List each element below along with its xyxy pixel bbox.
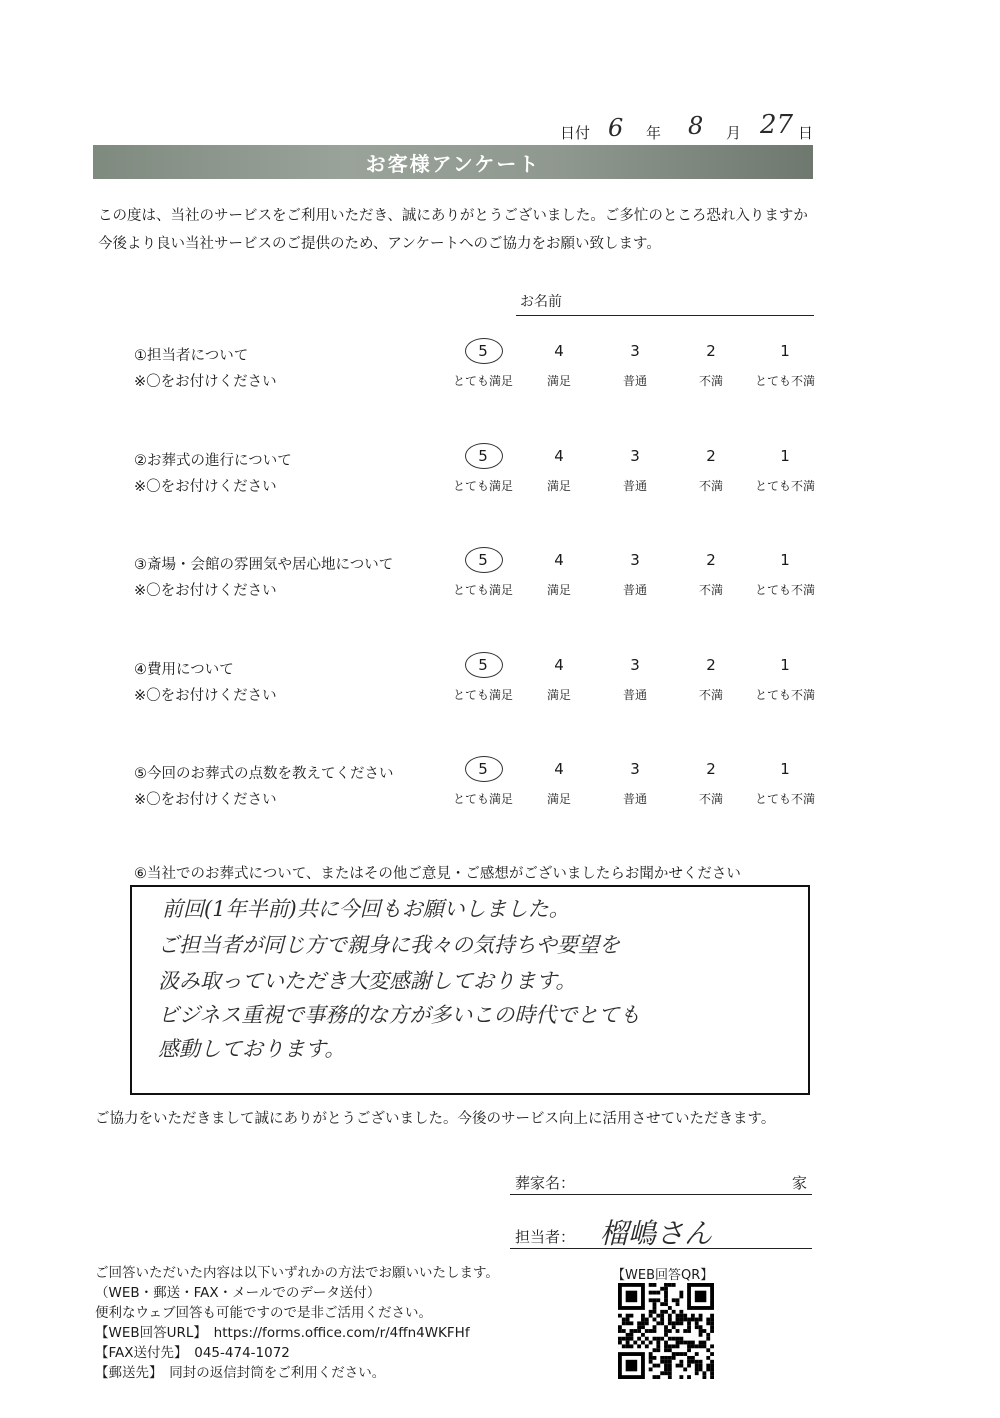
rating-option-2[interactable]: 2 xyxy=(706,446,716,465)
intro-line-1: この度は、当社のサービスをご利用いただき、誠にありがとうございました。ご多忙のところ恐れ入りますか xyxy=(98,208,808,224)
rating-label: とても満足 xyxy=(452,374,513,388)
footer-web-url[interactable]: 【WEB回答URL】 https://forms.office.com/r/4ffn4WKFHf xyxy=(95,1325,470,1341)
rating-option-1[interactable]: 1 xyxy=(780,446,790,465)
date-day-value: 27 xyxy=(760,110,794,140)
rating-option-4[interactable]: 4 xyxy=(554,342,564,360)
rating-label: 不満 xyxy=(698,478,723,493)
staff-label: 担当者： xyxy=(515,1228,576,1246)
rating-label: 満足 xyxy=(546,374,571,388)
date-month-value: 8 xyxy=(688,112,704,140)
rating-label: 不満 xyxy=(698,792,723,806)
question-note: ※〇をお付けください xyxy=(134,374,277,390)
footer-line-1: ご回答いただいた内容は以下いずれかの方法でお願いいたします。 xyxy=(95,1265,499,1281)
selected-rating-circle xyxy=(465,547,503,573)
comment-line-1: 前回(1年半前)共に今回もお願いしました。 xyxy=(162,897,570,921)
question-label: ①担当者について xyxy=(134,348,249,364)
rating-label: 普通 xyxy=(622,374,647,388)
rating-option-4[interactable]: 4 xyxy=(554,655,564,674)
rating-option-4[interactable]: 4 xyxy=(554,551,564,569)
comment-line-2: ご担当者が同じ方で親身に我々の気持ちや要望を xyxy=(158,933,620,957)
rating-option-3[interactable]: 3 xyxy=(630,760,640,778)
rating-option-5[interactable]: 5 xyxy=(478,342,488,360)
rating-option-2[interactable]: 2 xyxy=(706,551,716,569)
comment-line-3: 汲み取っていただき大変感謝しております。 xyxy=(158,969,577,993)
family-suffix: 家 xyxy=(792,1174,808,1192)
date-label: 日付 xyxy=(560,124,591,142)
rating-label: 普通 xyxy=(622,583,647,597)
rating-label: とても不満 xyxy=(754,478,815,493)
question-label: ④費用について xyxy=(134,661,234,678)
rating-label: 満足 xyxy=(546,583,571,597)
rating-option-2[interactable]: 2 xyxy=(706,655,716,674)
comment-line-4: ビジネス重視で事務的な方が多いこの時代でとても xyxy=(158,1003,641,1027)
rating-label: とても満足 xyxy=(452,478,513,493)
rating-option-1[interactable]: 1 xyxy=(780,760,790,778)
question-note: ※〇をお付けください xyxy=(134,687,277,704)
rating-option-2[interactable]: 2 xyxy=(706,760,716,778)
qr-code-icon[interactable] xyxy=(618,1283,714,1379)
question-label: ②お葬式の進行について xyxy=(134,452,292,469)
rating-option-5[interactable]: 5 xyxy=(478,655,488,674)
date-year-unit: 年 xyxy=(646,124,662,142)
rating-label: 満足 xyxy=(546,687,571,702)
rating-option-3[interactable]: 3 xyxy=(630,551,640,569)
staff-signature: 榴嶋さん xyxy=(600,1217,713,1250)
name-field[interactable] xyxy=(516,315,814,316)
page-title: お客様アンケート xyxy=(365,151,541,176)
rating-label: とても不満 xyxy=(754,583,815,597)
rating-label: とても不満 xyxy=(754,374,815,388)
rating-label: 普通 xyxy=(622,478,647,493)
rating-option-4[interactable]: 4 xyxy=(554,760,564,778)
selected-rating-circle xyxy=(465,652,503,678)
date-day-unit: 日 xyxy=(798,124,814,142)
rating-option-2[interactable]: 2 xyxy=(706,342,716,360)
rating-label: 不満 xyxy=(698,583,723,597)
rating-option-4[interactable]: 4 xyxy=(554,446,564,465)
date-row xyxy=(560,110,820,148)
footer-post: 【郵送先】 同封の返信封筒をご利用ください。 xyxy=(95,1365,386,1381)
qr-label: 【WEB回答QR】 xyxy=(612,1268,714,1283)
question-note: ※〇をお付けください xyxy=(134,478,277,495)
selected-rating-circle xyxy=(465,443,503,469)
rating-option-3[interactable]: 3 xyxy=(630,446,640,465)
rating-option-1[interactable]: 1 xyxy=(780,342,790,360)
date-month-unit: 月 xyxy=(726,124,742,142)
date-year-value: 6 xyxy=(608,114,624,142)
rating-label: とても満足 xyxy=(452,792,513,806)
comment-box[interactable] xyxy=(130,885,810,1095)
rating-option-5[interactable]: 5 xyxy=(478,446,488,465)
rating-label: 不満 xyxy=(698,374,723,388)
selected-rating-circle xyxy=(465,756,503,782)
comment-line-5: 感動しております。 xyxy=(158,1037,346,1061)
rating-label: とても満足 xyxy=(452,583,513,597)
rating-label: とても満足 xyxy=(452,687,513,702)
rating-option-3[interactable]: 3 xyxy=(630,342,640,360)
name-label: お名前 xyxy=(520,294,562,310)
thanks-text: ご協力をいただきまして誠にありがとうございました。今後のサービス向上に活用させていただきます。 xyxy=(95,1111,776,1127)
rating-option-5[interactable]: 5 xyxy=(478,551,488,569)
rating-label: 普通 xyxy=(622,687,647,702)
question-label: ③斎場・会館の雰囲気や居心地について xyxy=(134,557,394,573)
footer-line-2: （WEB・郵送・FAX・メールでのデータ送付） xyxy=(95,1285,381,1301)
rating-label: 普通 xyxy=(622,792,647,806)
footer-fax: 【FAX送付先】 045-474-1072 xyxy=(95,1345,290,1361)
selected-rating-circle xyxy=(465,338,503,364)
staff-field[interactable] xyxy=(510,1248,812,1249)
rating-option-1[interactable]: 1 xyxy=(780,551,790,569)
rating-option-5[interactable]: 5 xyxy=(478,760,488,778)
rating-label: 満足 xyxy=(546,792,571,806)
family-label: 葬家名： xyxy=(515,1174,576,1192)
footer-line-3: 便利なウェブ回答も可能ですので是非ご活用ください。 xyxy=(95,1305,432,1321)
intro-line-2: 今後より良い当社サービスのご提供のため、アンケートへのご協力をお願い致します。 xyxy=(98,236,661,252)
rating-label: 満足 xyxy=(546,478,571,493)
title-bar xyxy=(93,145,813,179)
question-note: ※〇をお付けください xyxy=(134,792,277,808)
rating-label: とても不満 xyxy=(754,792,815,806)
rating-option-3[interactable]: 3 xyxy=(630,655,640,674)
question-note: ※〇をお付けください xyxy=(134,583,277,599)
rating-option-1[interactable]: 1 xyxy=(780,655,790,674)
rating-label: とても不満 xyxy=(754,687,815,702)
question-label: ⑤今回のお葬式の点数を教えてください xyxy=(134,766,394,782)
q6-label: ⑥当社でのお葬式について、またはその他ご意見・ご感想がございましたらお聞かせください xyxy=(134,866,741,882)
family-field[interactable] xyxy=(510,1194,812,1195)
rating-label: 不満 xyxy=(698,687,723,702)
